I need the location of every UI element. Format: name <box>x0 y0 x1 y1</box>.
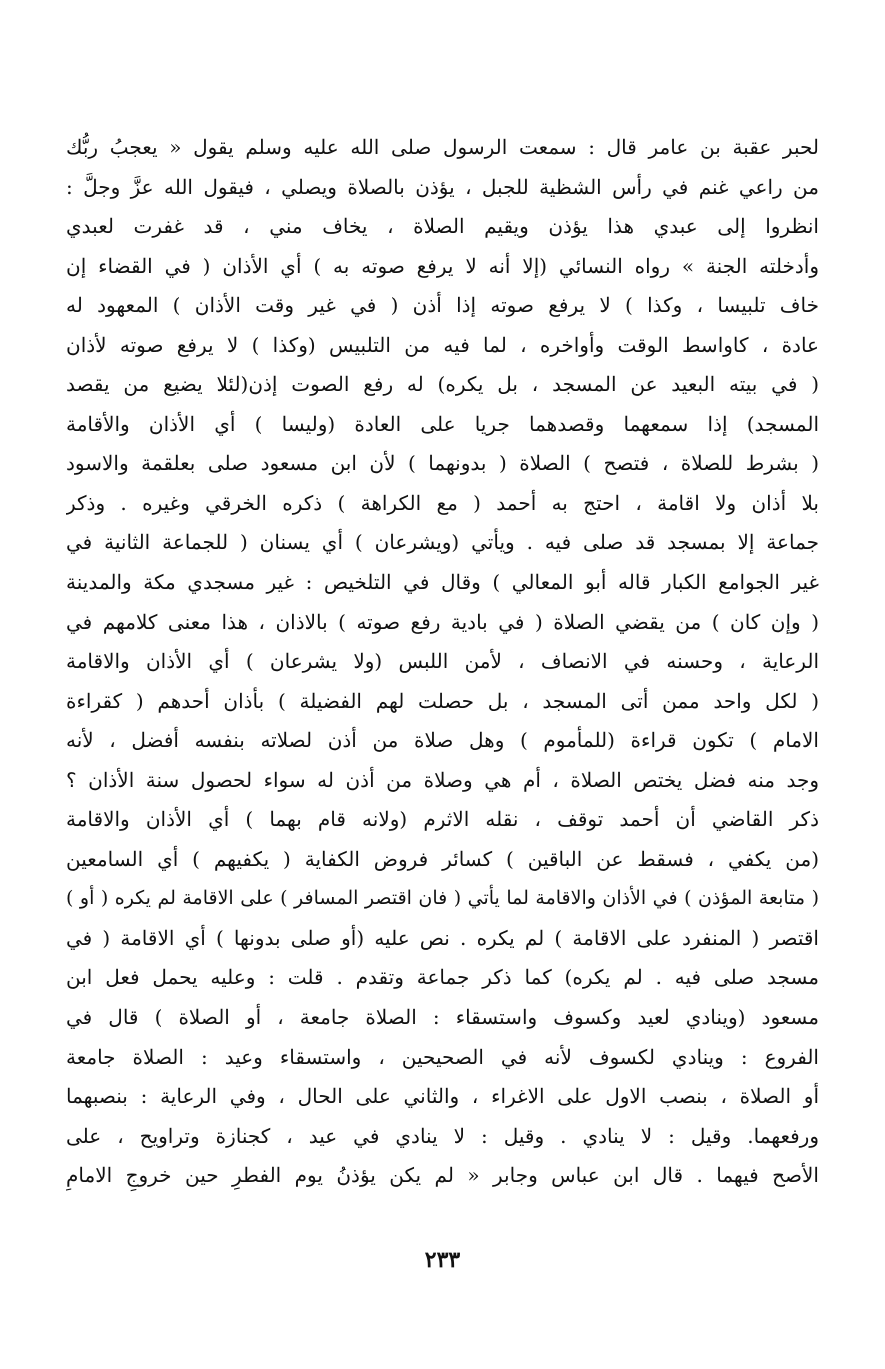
text-line: الأصح فيهما . قال ابن عباس وجابر « لم يكن يؤذنُ يوم الفطرِ حين خروجِ الامامِ <box>66 1163 819 1188</box>
body-text <box>66 128 819 1196</box>
text-line: بلا أذان ولا اقامة ، احتج به أحمد ( مع الكراهة ) ذكره الخرقي وغيره . وذكر <box>66 490 819 515</box>
text-line: أو الصلاة ، بنصب الاول على الاغراء ، والثاني على الحال ، وفي الرعاية : بنصبهما <box>66 1084 819 1109</box>
text-line: ( في بيته البعيد عن المسجد ، بل يكره) له رفع الصوت إذن(لئلا يضيع من يقصد <box>66 372 819 397</box>
text-line: الفروع : وينادي لكسوف لأنه في الصحيحين ، واستسقاء وعيد : الصلاة جامعة <box>66 1044 819 1069</box>
text-line: مسعود (وينادي لعيد وكسوف واستسقاء : الصلاة جامعة ، أو الصلاة ) قال في <box>66 1005 819 1030</box>
text-line: الامام ) تكون قراءة (للمأموم ) وهل صلاة من أذن لصلاته بنفسه أفضل ، لأنه <box>66 728 819 753</box>
text-line: ( متابعة المؤذن ) في الأذان والاقامة لما يأتي ( فان اقتصر المسافر ) على الاقامة لم يكره ( أو ) <box>66 887 819 910</box>
text-line: جماعة إلا بمسجد قد صلى فيه . ويأتي (ويشرعان ) أي يسنان ( للجماعة الثانية في <box>66 530 819 555</box>
text-line: المسجد) إذا سمعهما وقصدهما جريا على العادة (وليسا ) أي الأذان والأقامة <box>66 411 819 436</box>
text-line: الرعاية ، وحسنه في الانصاف ، لأمن اللبس (ولا يشرعان ) أي الأذان والاقامة <box>66 649 819 674</box>
text-line: عادة ، كاواسط الوقت وأواخره ، لما فيه من التلبيس (وكذا ) لا يرفع صوته لأذان <box>66 332 819 357</box>
text-line: لحبر عقبة بن عامر قال : سمعت الرسول صلى الله عليه وسلم يقول « يعجبُ ربُّك <box>66 135 819 159</box>
text-line: غير الجوامع الكبار قاله أبو المعالي ) وقال في التلخيص : غير مسجدي مكة والمدينة <box>66 570 819 595</box>
text-line: خاف تلبيسا ، وكذا ) لا يرفع صوته إذا أذن ( في غير وقت الأذان ) المعهود له <box>66 293 819 318</box>
text-line: اقتصر ( المنفرد على الاقامة ) لم يكره . نص عليه (أو صلى بدونها ) أي الاقامة ( في <box>66 925 819 950</box>
text-line: انظروا إلى عبدي هذا يؤذن ويقيم الصلاة ، يخاف مني ، قد غفرت لعبدي <box>66 214 819 239</box>
text-line: وأدخلته الجنة » رواه النسائي (إلا أنه لا يرفع صوته به ) أي الأذان ( في القضاء إن <box>66 253 819 278</box>
text-line: ورفعهما. وقيل : لا ينادي . وقيل : لا ينادي في عيد ، كجنازة وتراويح ، على <box>66 1123 819 1148</box>
text-line: ( بشرط للصلاة ، فتصح ) الصلاة ( بدونهما ) لأن ابن مسعود صلى بعلقمة والاسود <box>66 451 819 476</box>
text-line: من راعي غنم في رأس الشظية للجبل ، يؤذن بالصلاة ويصلي ، فيقول الله عزَّ وجلَّ : <box>66 174 819 199</box>
page-number: ٢٣٣ <box>424 1247 461 1273</box>
text-line: (من يكفي ، فسقط عن الباقين ) كسائر فروض الكفاية ( يكفيهم ) أي السامعين <box>66 846 819 871</box>
text-line: ( وإن كان ) من يقضي الصلاة ( في بادية رفع صوته ) بالاذان ، هذا معنى كلامهم في <box>66 609 819 634</box>
text-line: وجد منه فضل يختص الصلاة ، أم هي وصلاة من أذن له سواء لحصول سنة الأذان ؟ <box>66 767 819 792</box>
text-line: مسجد صلى فيه . لم يكره) كما ذكر جماعة وتقدم . قلت : وعليه يحمل فعل ابن <box>66 965 819 990</box>
text-line: ذكر القاضي أن أحمد توقف ، نقله الاثرم (ولانه قام بهما ) أي الأذان والاقامة <box>66 807 819 832</box>
text-line: ( لكل واحد ممن أتى المسجد ، بل حصلت لهم الفضيلة ) بأذان أحدهم ( كقراءة <box>66 688 819 713</box>
